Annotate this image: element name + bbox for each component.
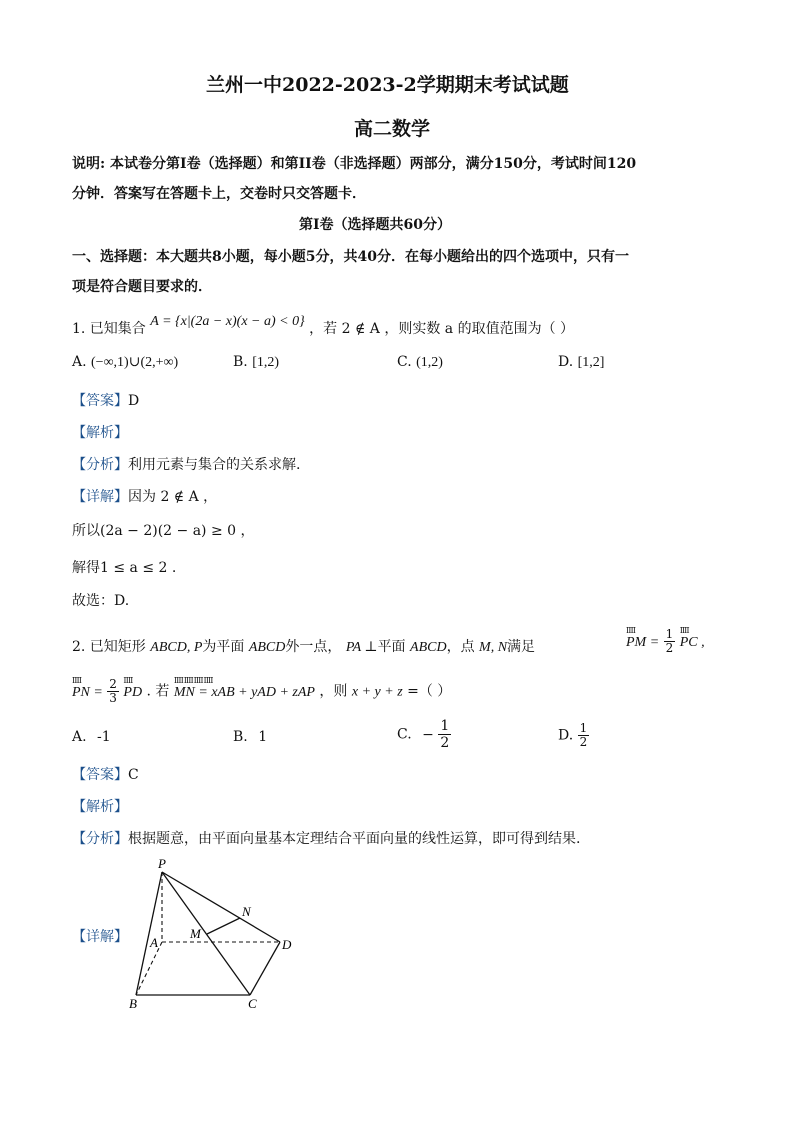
exam-subject: 高二数学 — [354, 118, 431, 140]
label-b: B — [129, 996, 137, 1011]
vector-pc: ⅡⅡ PC , — [679, 625, 705, 650]
option-value: -1 — [97, 729, 111, 745]
q2-answer — [72, 764, 139, 784]
label-p: P — [158, 856, 166, 871]
vector-pm: ⅡⅡ PM = — [626, 625, 660, 650]
vector-combination: ⅡⅡ ⅡⅡ ⅡⅡ ⅡⅡ MN = xAB + yAD + zAP — [173, 675, 315, 700]
label-m: M — [190, 926, 201, 941]
q1-stem — [72, 314, 575, 338]
label-c: C — [248, 996, 257, 1011]
option-sign: − — [422, 726, 434, 743]
q1-option-d — [558, 354, 604, 371]
analysis-tag: 【解析】 — [72, 799, 128, 815]
q1-step3: 故选：D. — [72, 593, 130, 609]
edge-pd — [162, 872, 280, 942]
vector-pd: ⅡⅡ PD — [123, 675, 143, 700]
q1-option-a — [72, 354, 178, 371]
q1-step2: 解得1 ≤ a ≤ 2 . — [72, 560, 177, 576]
q1-xiangjie — [72, 486, 217, 506]
q2-text: . 若 — [146, 683, 170, 700]
fraction-two-thirds: $\frac{2}{3}$ — [109, 677, 117, 705]
q2-text: =（ ） — [407, 683, 452, 700]
q1-answer — [72, 390, 139, 410]
instructions-line1: 说明: 本试卷分第Ⅰ卷（选择题）和第ⅠⅠ卷（非选择题）两部分，满分150分，考试时间120 — [72, 156, 637, 172]
option-value: [1,2] — [577, 355, 605, 370]
q2-option-c — [397, 718, 451, 751]
q2-option-b — [233, 729, 267, 745]
label-n: N — [242, 904, 251, 919]
edge-pc — [162, 872, 250, 995]
q2-math: ABCD — [248, 640, 286, 655]
option-label: A. — [72, 354, 87, 370]
section1-line1: 一、选择题：本大题共8小题，每小题5分，共40分．在每小题给出的四个选项中，只有一 — [72, 249, 629, 265]
q2-option-a — [72, 729, 111, 745]
label-d: D — [282, 937, 292, 952]
option-fraction: $\frac{1}{2}$ — [440, 718, 450, 751]
option-fraction: $\frac{1}{2}$ — [579, 721, 588, 749]
q1-fenxi — [72, 454, 300, 474]
answer-tag: 【答案】 — [72, 393, 128, 409]
q2-line2 — [72, 675, 452, 705]
q2-math: ABCD — [410, 640, 447, 655]
edge-cd — [250, 942, 280, 995]
q2-text: ，则 — [319, 683, 348, 700]
answer-tag: 【答案】 — [72, 767, 128, 783]
q1-condition: ，若 2 ∉ A ，则实数 a 的取值范围为（ ） — [309, 321, 575, 337]
xiangjie-tag: 【详解】 — [72, 489, 128, 505]
q2-text: ，点 — [446, 639, 475, 655]
instructions-line2: 分钟．答案写在答题卡上，交卷时只交答题卡． — [72, 186, 366, 202]
q2-text: 满足 — [507, 639, 536, 655]
q1-prefix: 1. 已知集合 — [72, 321, 146, 337]
fenxi-tag: 【分析】 — [72, 831, 128, 847]
pyramid-figure — [120, 855, 310, 1015]
option-label: B. — [233, 729, 248, 745]
q2-math: PA ⊥ — [345, 640, 378, 655]
q2-text: 外一点， — [285, 639, 342, 655]
option-label: D. — [558, 727, 574, 744]
fenxi-text: 利用元素与集合的关系求解. — [128, 457, 301, 473]
q1-analysis-tag — [72, 422, 128, 442]
analysis-tag: 【解析】 — [72, 425, 128, 441]
q2-analysis-tag — [72, 796, 128, 816]
fenxi-tag: 【分析】 — [72, 457, 128, 473]
option-value: 1 — [258, 729, 268, 745]
option-label: C. — [397, 726, 412, 743]
q2-sum: x + y + z — [351, 684, 403, 700]
answer-value: D — [128, 393, 140, 409]
option-value: [1,2) — [252, 355, 280, 370]
edge-pb — [136, 872, 162, 995]
q2-text: 2. 已知矩形 — [72, 639, 146, 655]
q2-pm-equation — [626, 625, 705, 655]
q2-fenxi — [72, 828, 580, 848]
q1-option-c — [397, 354, 443, 371]
exam-title: 兰州一中2022-2023-2学期期末考试试题 — [206, 74, 569, 96]
q1-set-expression: A = {x|(2a − x)(x − a) < 0} — [150, 314, 305, 329]
fenxi-text: 根据题意，由平面向量基本定理结合平面向量的线性运算，即可得到结果. — [128, 831, 581, 847]
fraction-half: $\frac{1}{2}$ — [665, 627, 674, 655]
q1-step1: 所以(2a − 2)(2 − a) ≥ 0 ， — [72, 523, 255, 539]
edge-ab — [136, 942, 162, 995]
segment-mn — [207, 918, 240, 934]
q2-text: 为平面 — [202, 639, 245, 655]
option-label: C. — [397, 354, 412, 370]
option-label: B. — [233, 354, 248, 370]
option-value: (−∞,1)∪(2,+∞) — [91, 355, 179, 370]
option-label: D. — [558, 354, 574, 370]
option-label: A. — [72, 729, 87, 745]
q1-option-b — [233, 354, 279, 371]
label-a: A — [150, 935, 158, 950]
section1-line2: 项是符合题目要求的． — [72, 279, 212, 295]
xiangjie-tag: 【详解】 — [72, 929, 128, 945]
xiangjie-text: 因为 2 ∉ A ， — [128, 489, 218, 505]
vector-pn: ⅡⅡ PN = — [72, 675, 103, 700]
part1-heading: 第Ⅰ卷（选择题共60分） — [299, 217, 452, 233]
q2-option-d — [558, 722, 589, 749]
q2-line1 — [72, 636, 535, 656]
q2-math: M, N — [479, 640, 508, 655]
q2-text: 平面 — [377, 639, 406, 655]
option-value: (1,2) — [416, 355, 443, 370]
answer-value: C — [128, 767, 139, 783]
q2-math: ABCD, P — [150, 640, 203, 655]
